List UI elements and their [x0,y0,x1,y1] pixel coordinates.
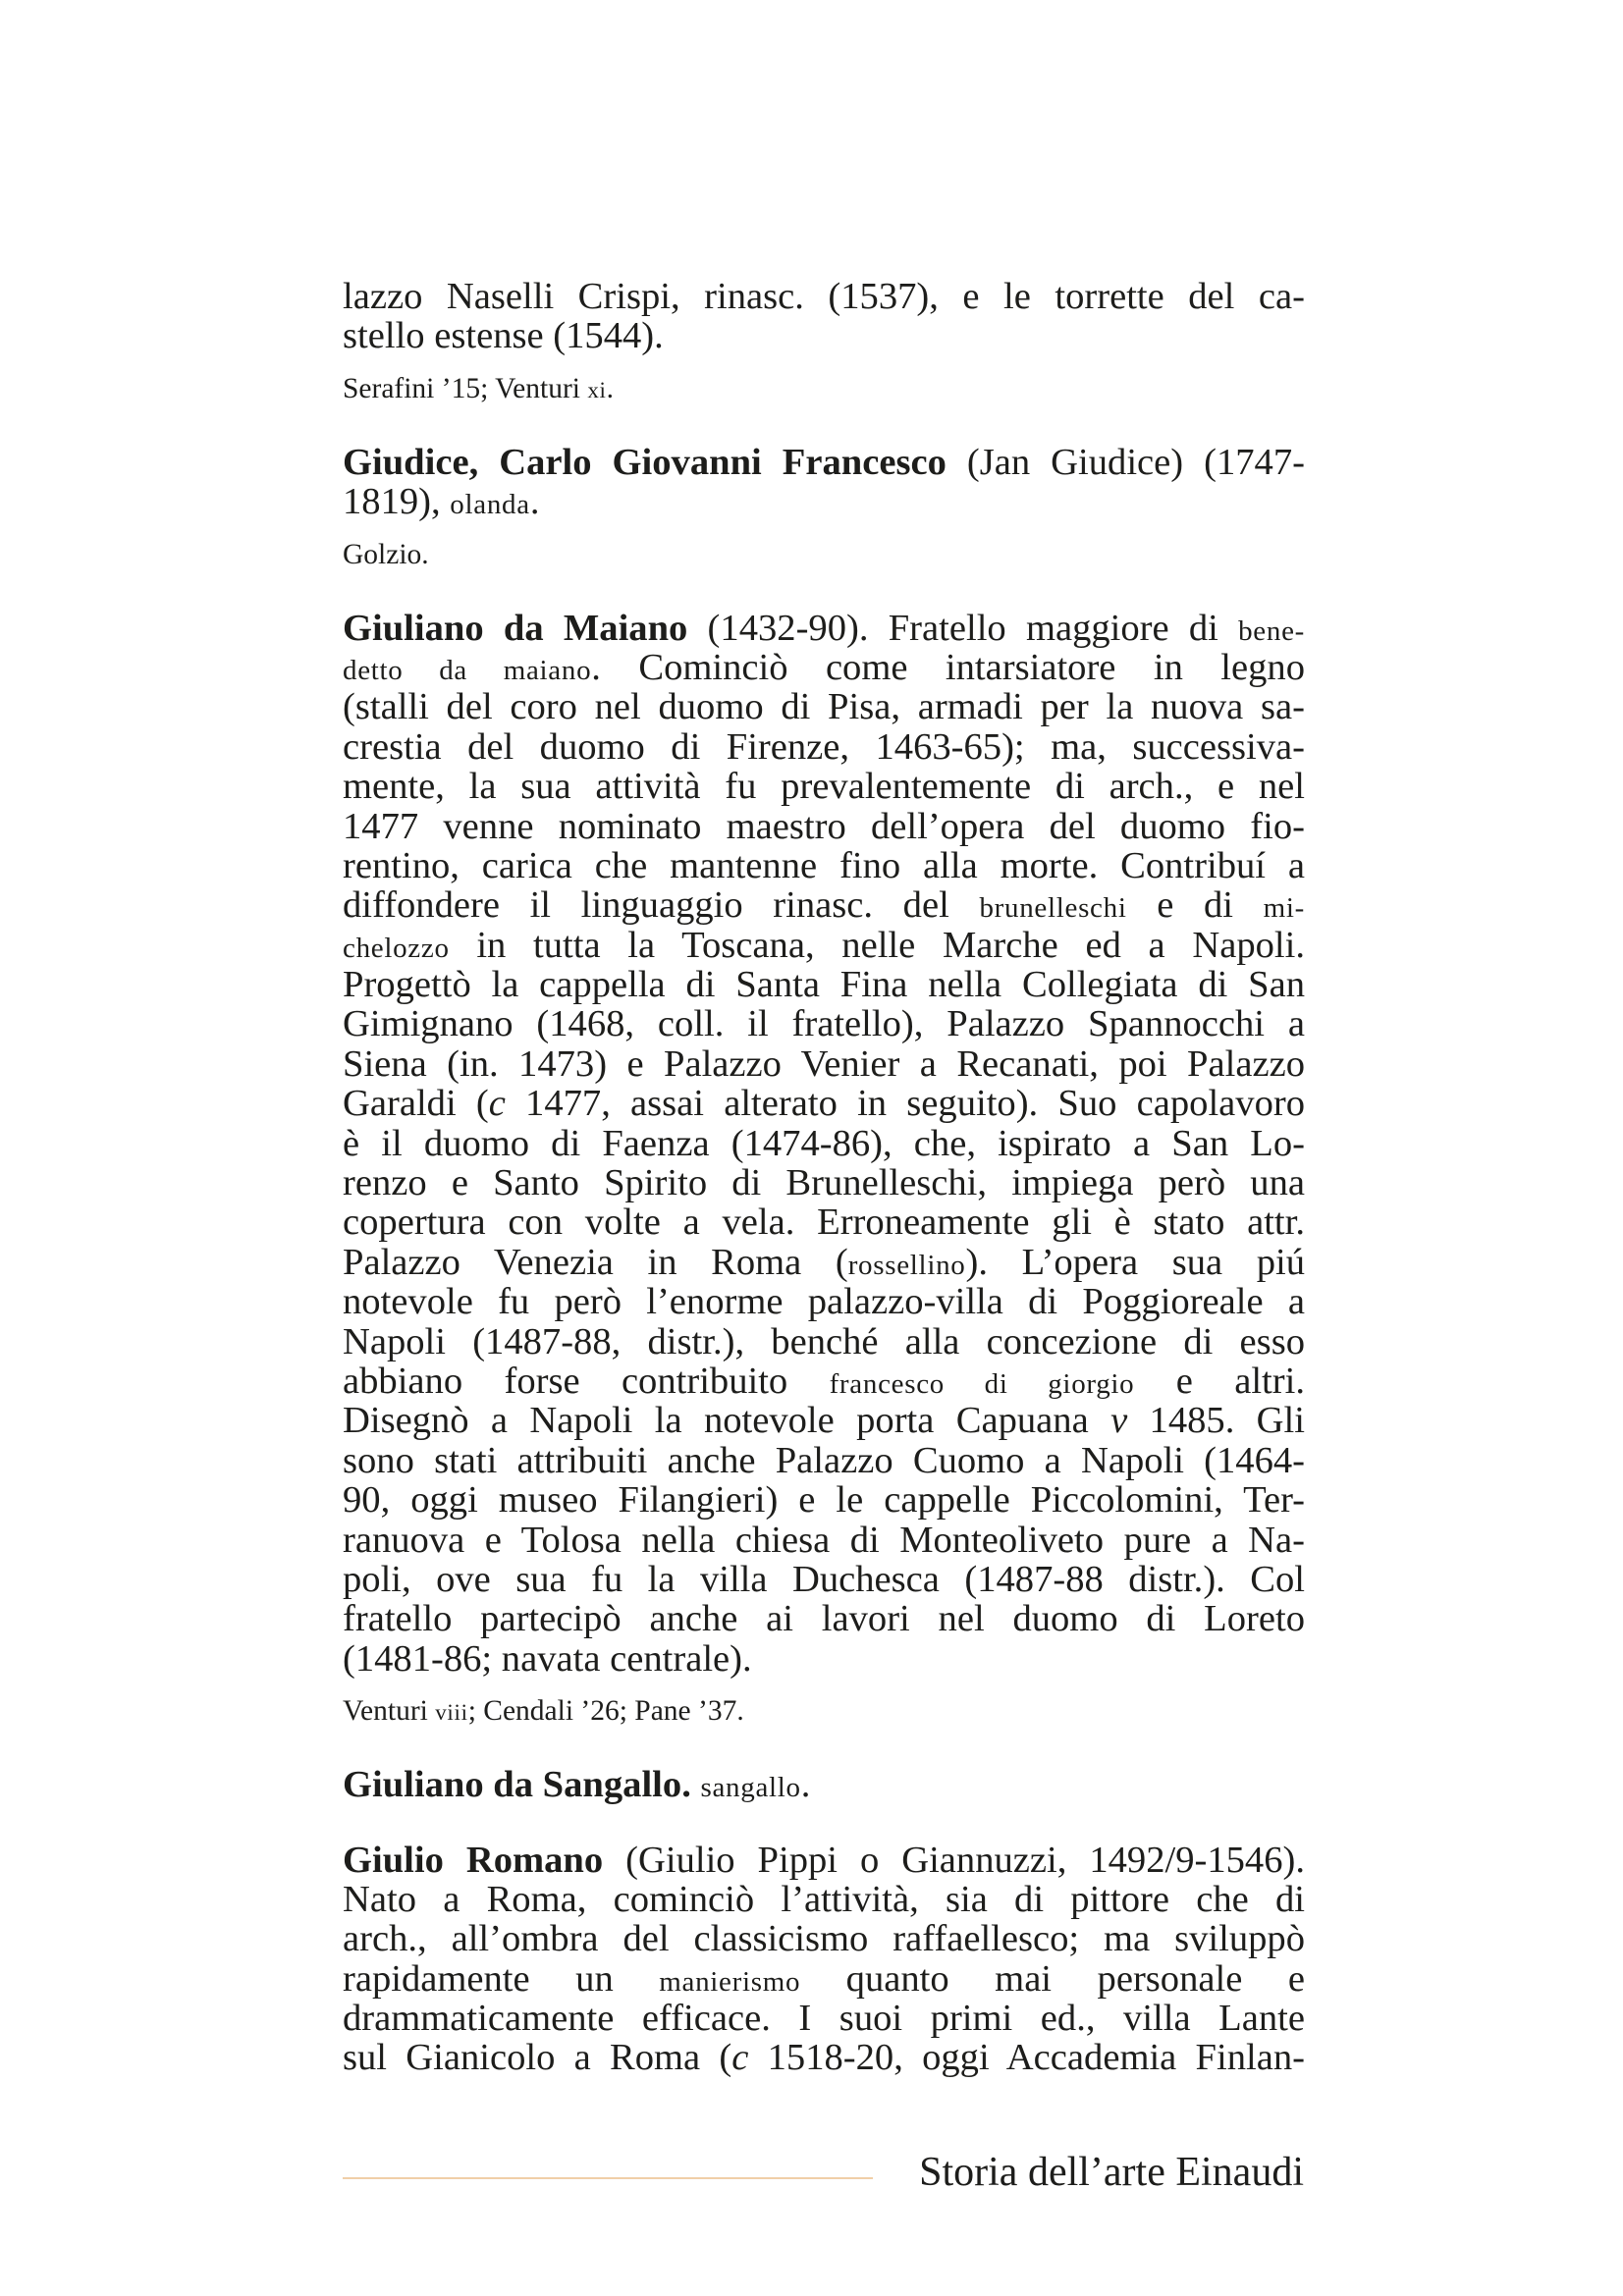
text-line [343,1841,1305,1880]
text-line [343,846,1305,885]
cross-reference: sangallo [700,1772,801,1804]
text-run: 1477, assai alterato in seguito). Suo capolavoro [505,1083,1305,1125]
text-run: 1819), [343,481,451,523]
text-run: sul Gianicolo a Roma ( [343,2037,732,2079]
text-line [343,1959,1305,1999]
text-line [343,1163,1305,1202]
text-run [691,1764,701,1805]
text-line [343,1243,1305,1282]
text-line [343,1202,1305,1242]
text-line [343,648,1305,687]
cross-reference: manierismo [659,1965,801,1998]
text-run: 90, oggi museo Filangieri) e le cappelle Piccolomini, Ter- [343,1479,1305,1522]
text-line [343,1639,1305,1679]
cross-reference: chelozzo [343,932,450,964]
text-run: Napoli (1487-88, distr.), benché alla concezione di esso [343,1320,1305,1362]
cross-reference: olanda [450,489,530,521]
text-line [343,1441,1305,1480]
paragraph-gap [343,1805,1305,1841]
text-run: Progettò la cappella di Santa Fina nella Collegiata di San [343,964,1305,1006]
text-line [343,1521,1305,1560]
text-run: (Jan Giudice) (1747- [946,441,1305,483]
cross-reference: viii [435,1700,468,1726]
text-run: mente, la sua attività fu prevalentemente di arch., e nel [343,766,1305,808]
cross-reference: bene- [1238,614,1306,647]
text-run: e di [1126,884,1264,927]
text-run: poli, ove sua fu la villa Duchesca (1487-88 distr.). Col [343,1558,1305,1600]
text-line [343,1880,1305,1919]
cross-reference: detto da maiano [343,654,592,686]
text-run: . [529,481,540,523]
text-line [343,1919,1305,1958]
text-run: diffondere il linguaggio rinasc. del [343,884,980,927]
text-line [343,727,1305,767]
entry-paragraph [343,443,1305,573]
text-run: quanto mai personale e [800,1957,1305,2000]
entry-paragraph [343,609,1305,1731]
text-line [343,767,1305,806]
italic-text: c [488,1083,506,1125]
bibliography-reference [343,536,1305,573]
text-line [343,1999,1305,2038]
text-run: ). L’opera sua piú [965,1241,1306,1283]
text-line [343,443,1305,482]
entry-heading: Giulio Romano [343,1839,604,1881]
text-line [343,1599,1305,1638]
text-run: Disegnò a Napoli la notevole porta Capuana [343,1400,1111,1442]
text-run: ; Cendali ’26; Pane ’37. [467,1695,744,1728]
text-run: 1518-20, oggi Accademia Finlan- [748,2037,1305,2079]
text-run: Golzio. [343,538,429,570]
text-run: . Cominciò come intarsiatore in legno [591,646,1305,688]
entry-paragraph [343,1841,1305,2078]
text-line [343,1044,1305,1084]
text-run: abbiano forse contribuito [343,1360,830,1402]
text-line [343,482,1305,521]
entry-heading: Giuliano da Maiano [343,607,688,649]
text-run: rapidamente un [343,1957,660,2000]
cross-reference: xi [587,377,607,402]
text-run: stello estense (1544). [343,315,664,357]
text-line [343,885,1305,925]
paragraph-gap [343,573,1305,609]
text-run: rentino, carica che mantenne fino alla morte. Contribuí a [343,844,1305,886]
entry-heading: Giudice, Carlo Giovanni Francesco [343,441,947,483]
footer-rule [343,2177,873,2179]
text-run: . [606,372,615,404]
entry-paragraph [343,1765,1305,1804]
text-line [343,1362,1305,1401]
text-run: Venturi [343,1695,436,1728]
text-run: e altri. [1134,1360,1305,1402]
text-run: è il duomo di Faenza (1474-86), che, ispirato a San Lo- [343,1122,1305,1164]
text-run: copertura con volte a vela. Erroneamente gli è stato attr. [343,1201,1305,1244]
text-line [343,1480,1305,1520]
text-run: Siena (in. 1473) e Palazzo Venier a Recanati, poi Palazzo [343,1042,1305,1085]
entry-paragraph [343,277,1305,407]
text-line [343,965,1305,1004]
paragraph-gap [343,407,1305,443]
text-run: renzo e Santo Spirito di Brunelleschi, impiega però una [343,1162,1305,1204]
entry-heading: Giuliano da Sangallo. [343,1764,691,1806]
text-line [343,926,1305,965]
text-run: (stalli del coro nel duomo di Pisa, armadi per la nuova sa- [343,686,1305,728]
paragraph-gap [343,1730,1305,1765]
text-run: 1477 venne nominato maestro dell’opera del duomo fio- [343,805,1305,847]
cross-reference: francesco di giorgio [829,1367,1135,1400]
text-line [343,316,1305,355]
italic-text: c [731,2037,749,2079]
text-line [343,807,1305,846]
italic-text: v [1110,1400,1128,1442]
text-line [343,277,1305,316]
cross-reference: mi- [1263,892,1305,925]
bibliography-reference [343,1692,1305,1730]
text-run: drammaticamente efficace. I suoi primi ed., villa Lante [343,1998,1305,2040]
text-line [343,1084,1305,1123]
text-run: Palazzo Venezia in Roma ( [343,1241,848,1283]
text-line [343,2038,1305,2077]
text-line [343,1401,1305,1440]
text-line [343,687,1305,726]
text-run: Nato a Roma, cominciò l’attività, sia di pittore che di [343,1878,1305,1920]
text-line [343,609,1305,648]
text-run: Garaldi ( [343,1083,489,1125]
text-run: 1485. Gli [1127,1400,1305,1442]
text-run: (1432-90). Fratello maggiore di [687,607,1239,649]
text-run: fratello partecipò anche ai lavori nel duomo di Loreto [343,1598,1305,1640]
text-run: . [800,1764,811,1806]
cross-reference: brunelleschi [979,892,1127,925]
text-run: Gimignano (1468, coll. il fratello), Palazzo Spannocchi a [343,1003,1305,1045]
bibliography-reference [343,370,1305,407]
text-line [343,1124,1305,1163]
text-run: (Giulio Pippi o Giannuzzi, 1492/9-1546). [603,1839,1305,1881]
text-run: (1481-86; navata centrale). [343,1637,752,1680]
text-run: notevole fu però l’enorme palazzo-villa di Poggioreale a [343,1281,1305,1323]
document-body [343,277,1305,2078]
text-run: crestia del duomo di Firenze, 1463-65); ma, successiva- [343,725,1305,768]
text-run: Serafini ’15; Venturi [343,372,588,404]
text-run: arch., all’ombra del classicismo raffaellesco; ma sviluppò [343,1918,1305,1960]
cross-reference: rossellino [847,1249,966,1281]
footer-title: Storia dell’arte Einaudi [919,2150,1304,2195]
text-run: ranuova e Tolosa nella chiesa di Monteoliveto pure a Na- [343,1519,1305,1561]
text-run: lazzo Naselli Crispi, rinasc. (1537), e le torrette del ca- [343,276,1305,317]
text-line [343,1004,1305,1043]
text-line [343,1322,1305,1362]
text-run: sono stati attribuiti anche Palazzo Cuomo a Napoli (1464- [343,1439,1305,1481]
text-line [343,1282,1305,1321]
text-line [343,1765,1305,1804]
text-line [343,1560,1305,1599]
text-run: in tutta la Toscana, nelle Marche ed a Napoli. [449,924,1305,966]
